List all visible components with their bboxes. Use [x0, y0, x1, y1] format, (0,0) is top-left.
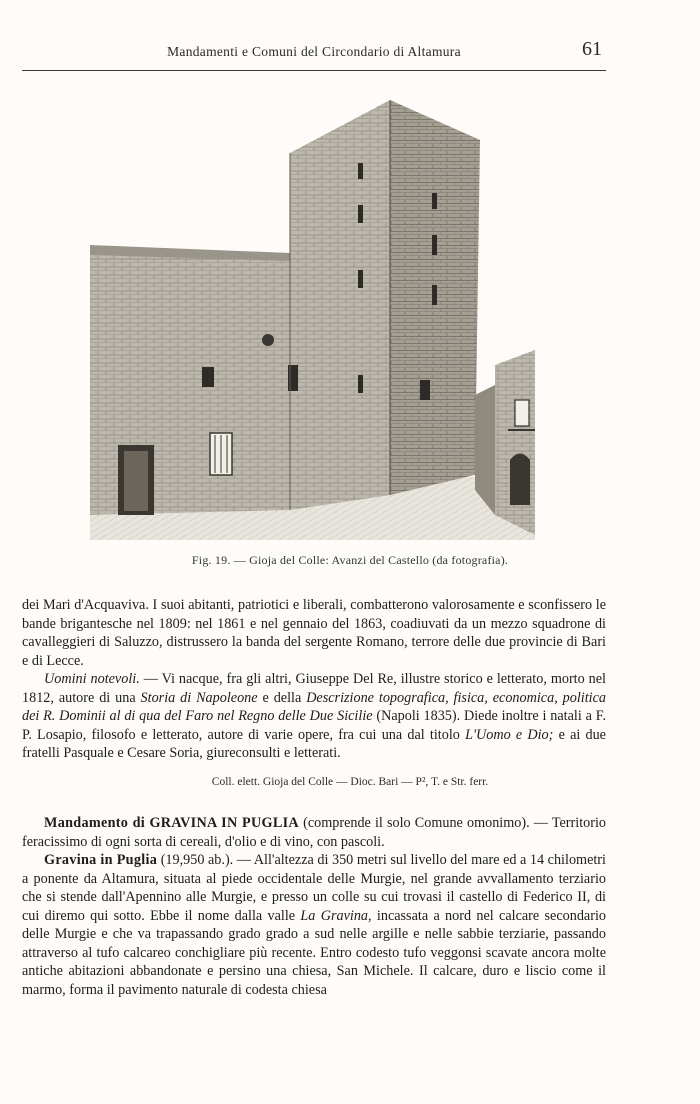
- uomini-text-1: — Vi nacque, fra gli altri, Giuseppe Del Re, illustre storico e letterato, morto nel 1812, autore di una: [22, 671, 606, 706]
- uomini-text-2: e della: [257, 689, 307, 706]
- uomini-text-3: (Napoli 1835). Diede inoltre i natali a F. P. Losapio, filosofo e letterato, autore di varie opere, fra cui una dal titolo: [22, 708, 606, 743]
- figure-caption: [0, 553, 700, 568]
- figure-caption-label: Fig. 19. —: [191, 553, 246, 567]
- paragraph-mandamento-gravina: [22, 814, 606, 851]
- paragraph-uomini-notevoli: [22, 670, 606, 763]
- page-number: 61: [582, 38, 602, 60]
- mandamento-text: (comprende il solo Comune omonimo). — Territorio feracissimo di ogni sorta di cereali, d'olio e di vino, con pascoli.: [22, 815, 606, 850]
- gravina-text-2: , incassata a nord nel calcare secondario delle Murgie e che va trapassando grado grado a sud nelle argille e nelle sabbie terziarie, passando attraverso al tufo calcareo conchigliare più recente. Entro codesto tufo veggonsi scavate ancora molte antiche abitazioni abbandonate e persino una chiesa, San Michele. Il calcare, duro e liscio come il marmo, forma il pavimento naturale di codesta chiesa: [22, 907, 606, 998]
- body-text-upper: [22, 596, 606, 763]
- place-name-la-gravina: La Gravina: [300, 907, 369, 924]
- page-header: [22, 40, 606, 71]
- paragraph-gravina-in-puglia: [22, 851, 606, 999]
- running-title: Mandamenti e Comuni del Circondario di Altamura: [167, 44, 461, 59]
- figure-caption-text: Gioja del Colle: Avanzi del Castello (da fotografia).: [249, 553, 509, 567]
- uomini-text-4: e ai due fratelli Pasquale e Cesare Soria, giureconsulti e letterati.: [22, 726, 606, 761]
- book-title-descrizione: Descrizione topografica, fisica, economica, politica dei R. Dominii al di qua del Faro nel Regno delle Due Sicilie: [22, 689, 606, 724]
- book-title-uomo-e-dio: L'Uomo e Dio;: [465, 726, 554, 743]
- heading-mandamento-gravina: Mandamento di GRAVINA IN PUGLIA: [44, 815, 299, 831]
- book-title-napoleone: Storia di Napoleone: [140, 689, 258, 706]
- section-label-uomini-notevoli: Uomini notevoli.: [44, 671, 140, 687]
- paragraph-acquaviva: dei Mari d'Acquaviva. I suoi abitanti, patriotici e liberali, combatterono valorosamente e sconfissero le bande brigantesche nel 1809: nel 1861 e nel gennaio del 1863, coadiuvati da un mezzo squadrone di cavalleggieri di Saluzzo, distrussero la banda del sergente Romano, terrore delle due provincie di Bari e di Lecce.: [22, 597, 606, 669]
- collegio-line: Coll. elett. Gioja del Colle — Dioc. Bari — P², T. e Str. ferr.: [211, 776, 489, 788]
- body-text-lower: [22, 814, 606, 999]
- gravina-text-1: (19,950 ab.). — All'altezza di 350 metri sul livello del mare ed a 14 chilometri a ponente da Altamura, situata al piede occidentale delle Murgie, nel grande avvallamento terziario che si stende dall'Apennino alle Murgie, e presso un colle su cui trovasi il castello di Federico II, di cui diremo qui sotto. Ebbe il nome dalla valle: [22, 852, 606, 924]
- heading-gravina-in-puglia: Gravina in Puglia: [44, 852, 158, 868]
- castle-illustration: [90, 95, 535, 545]
